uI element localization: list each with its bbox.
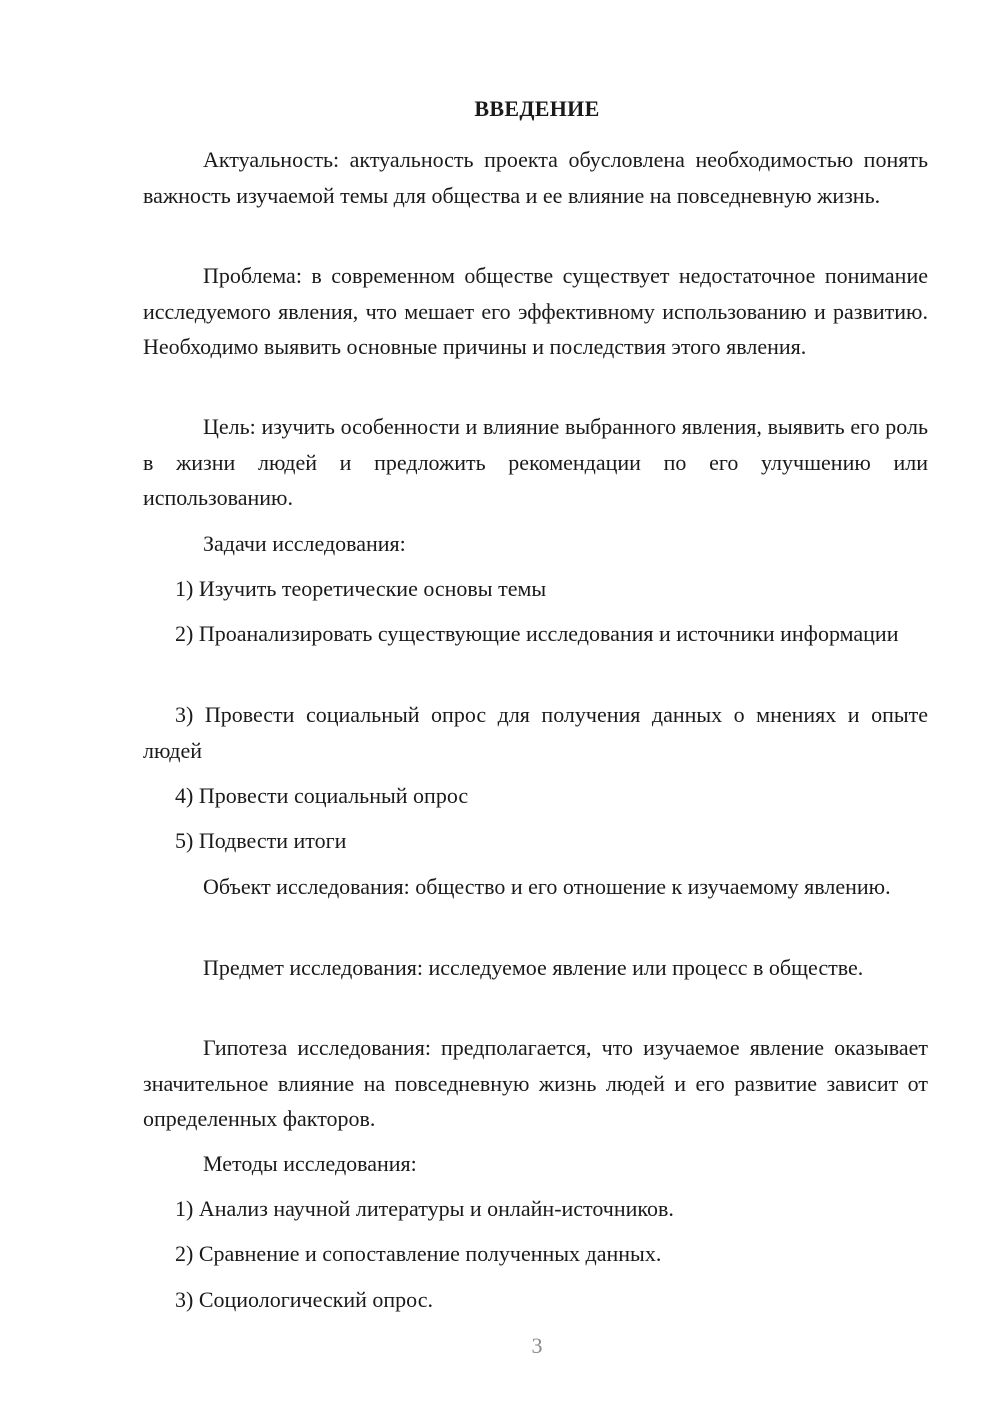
paragraph-relevance: Актуальность: актуальность проекта обусловлена необходимостью понять важность изучаемой темы для общества и ее влияние на повседневную жизнь.: [143, 147, 928, 208]
page-title: ВВЕДЕНИЕ: [474, 96, 600, 121]
list-item-task-5: 5) Подвести итоги: [175, 828, 347, 853]
paragraph-problem: Проблема: в современном обществе существует недостаточное понимание исследуемого явления, что мешает его эффективному использованию и развитию. Необходимо выявить основные причины и последствия этого явления.: [143, 263, 928, 359]
paragraph-object: Объект исследования: общество и его отношение к изучаемому явлению.: [203, 874, 891, 899]
list-item-task-2: 2) Проанализировать существующие исследования и источники информации: [175, 621, 899, 646]
list-item-method-3: 3) Социологический опрос.: [175, 1287, 433, 1312]
paragraph-hypothesis: Гипотеза исследования: предполагается, что изучаемое явление оказывает значительное влияние на повседневную жизнь людей и его развитие зависит от определенных факторов.: [143, 1035, 928, 1131]
list-item-method-2: 2) Сравнение и сопоставление полученных данных.: [175, 1241, 662, 1266]
paragraph-subject: Предмет исследования: исследуемое явление или процесс в обществе.: [203, 955, 864, 980]
page-number: 3: [531, 1333, 543, 1358]
paragraph-goal: Цель: изучить особенности и влияние выбранного явления, выявить его роль в жизни людей и предложить рекомендации по его улучшению или использованию.: [143, 414, 928, 510]
list-item-task-3: 3) Провести социальный опрос для получения данных о мнениях и опыте людей: [143, 702, 928, 763]
paragraph-tasks-heading: Задачи исследования:: [203, 531, 406, 556]
list-item-task-4: 4) Провести социальный опрос: [175, 783, 469, 808]
paragraph-methods-heading: Методы исследования:: [203, 1151, 417, 1176]
list-item-task-1: 1) Изучить теоретические основы темы: [175, 576, 547, 601]
list-item-method-1: 1) Анализ научной литературы и онлайн-источников.: [175, 1196, 674, 1221]
